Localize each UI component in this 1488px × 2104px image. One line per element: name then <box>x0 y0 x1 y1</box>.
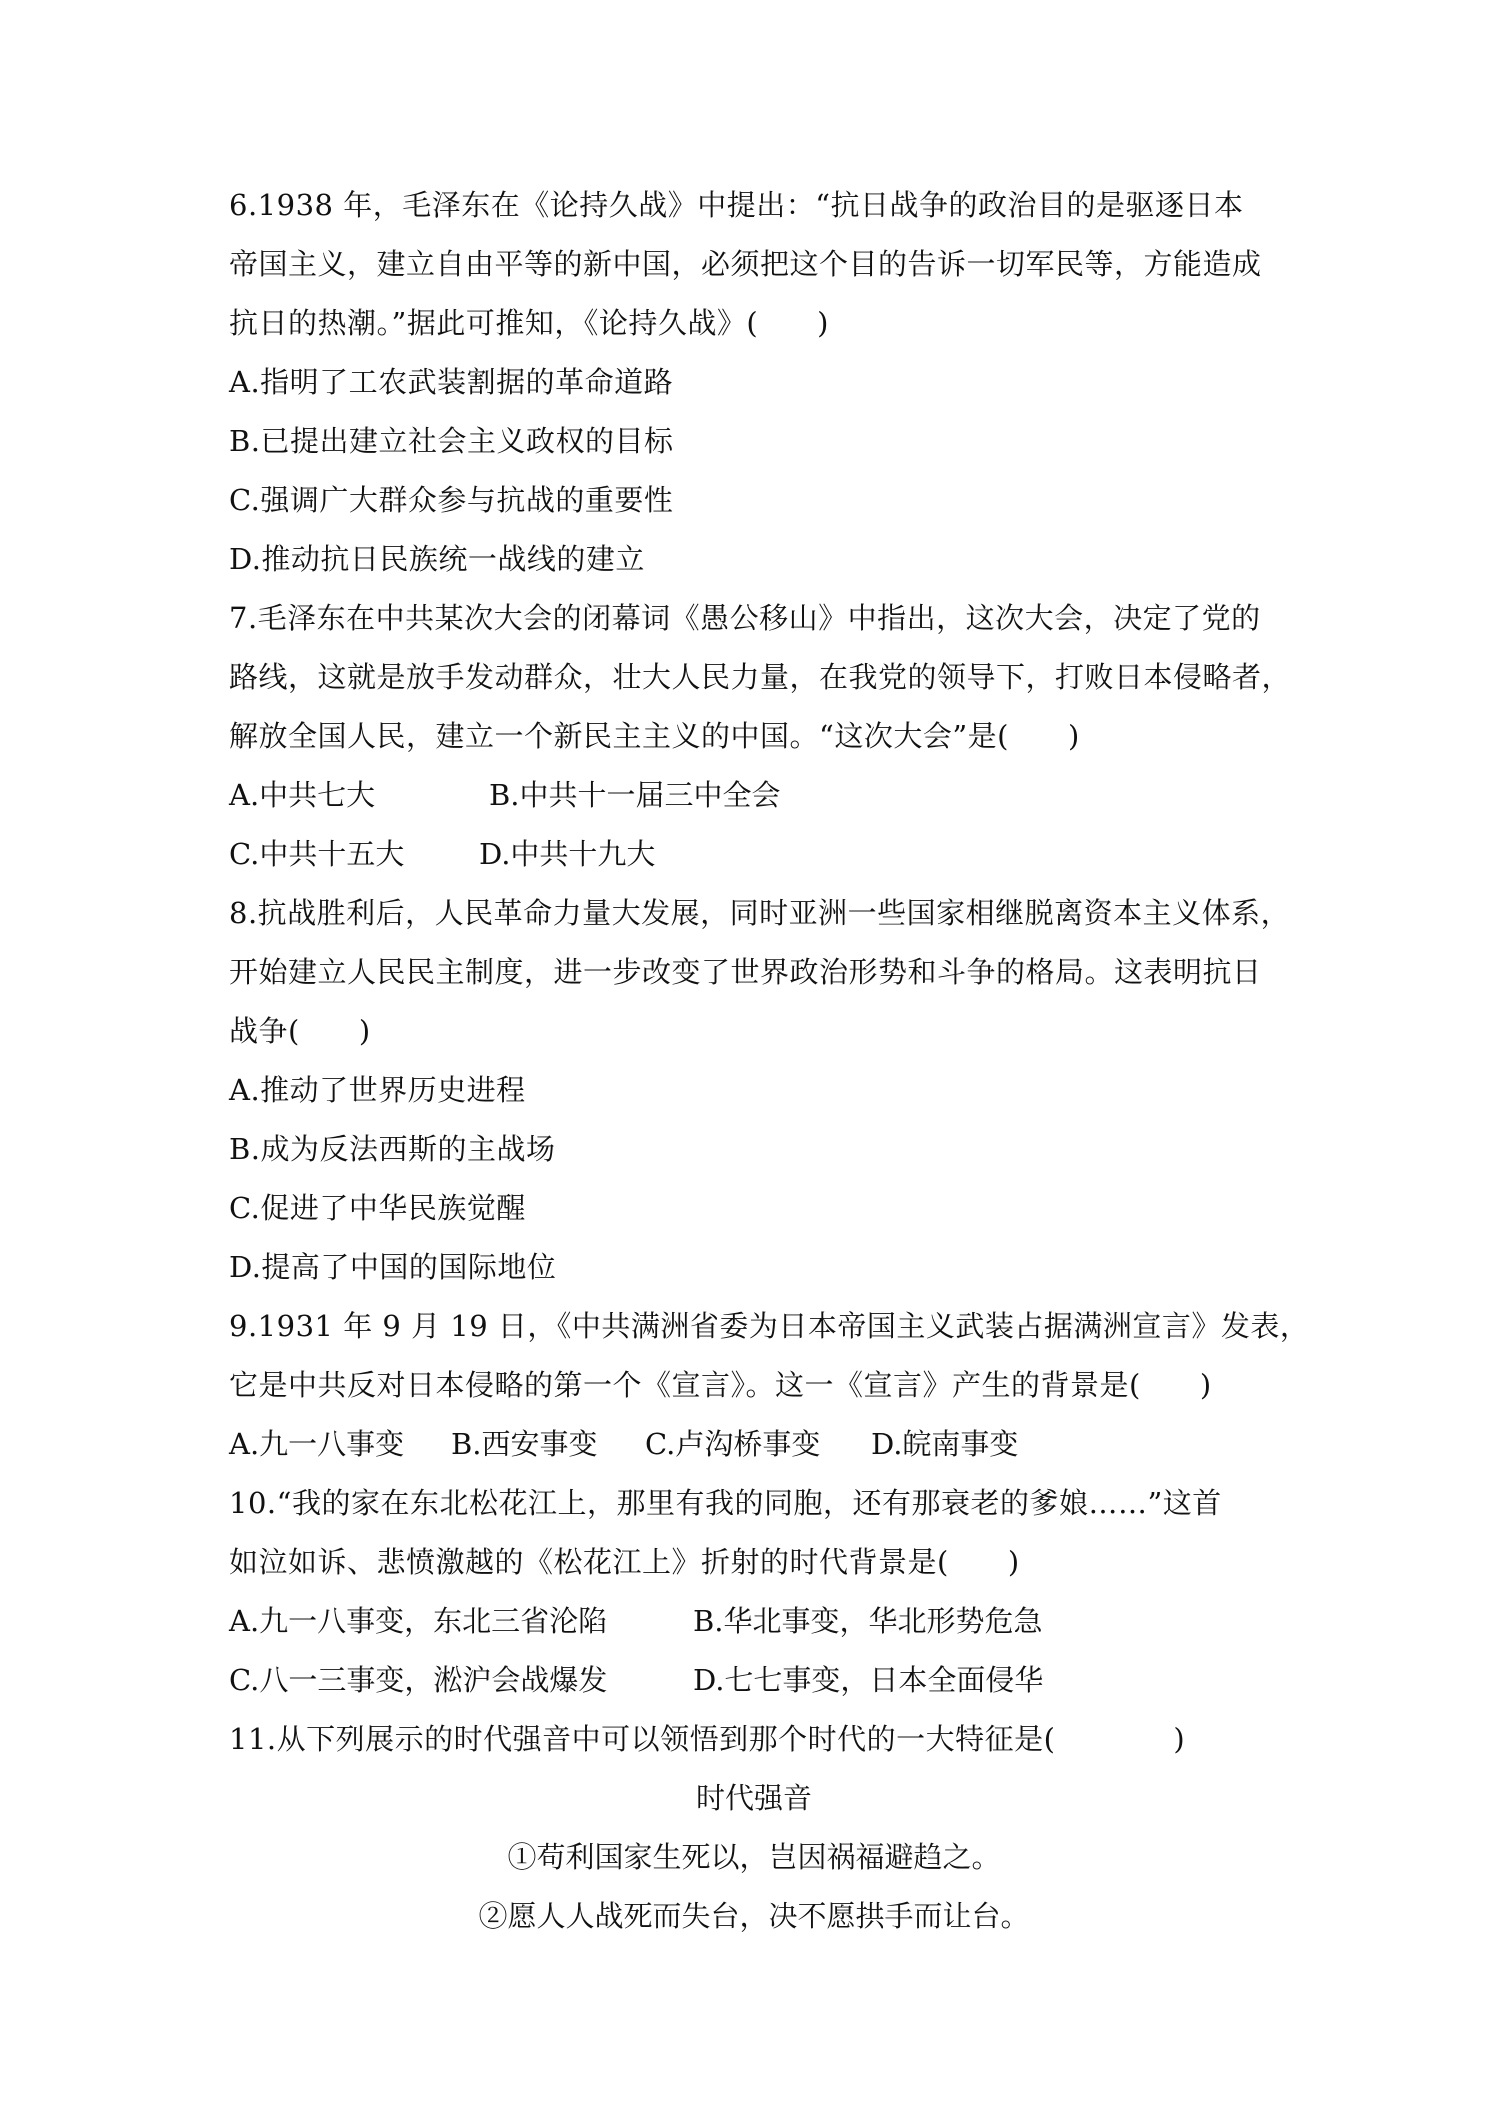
question-stem-line: 11.从下列展示的时代强音中可以领悟到那个时代的一大特征是( ) <box>229 1722 1186 1756</box>
question-6 <box>229 176 1279 589</box>
question-stem-line: 8.抗战胜利后，人民革命力量大发展，同时亚洲一些国家相继脱离资本主义体系， <box>229 896 1291 930</box>
exam-page <box>229 176 1310 1946</box>
question-10 <box>229 1474 1279 1710</box>
question-11 <box>229 1710 1279 1946</box>
option-a: A.九一八事变 <box>229 1427 405 1461</box>
option-b: B.西安事变 <box>451 1427 598 1461</box>
question-9 <box>229 1297 1310 1474</box>
options-row <box>229 1415 1279 1474</box>
question-stem-line: 7.毛泽东在中共某次大会的闭幕词《愚公移山》中指出，这次大会，决定了党的 <box>229 601 1261 635</box>
option-d: D.提高了中国的国际地位 <box>229 1250 557 1284</box>
quote-box-title: 时代强音 <box>695 1781 812 1815</box>
option-c: C.卢沟桥事变 <box>645 1427 821 1461</box>
options-row <box>229 1651 1279 1710</box>
option-d: D.皖南事变 <box>871 1427 1019 1461</box>
option-a: A.九一八事变，东北三省沦陷 <box>229 1604 608 1638</box>
option-c: C.中共十五大 <box>229 837 405 871</box>
option-a: A.指明了工农武装割据的革命道路 <box>229 365 674 399</box>
option-d: D.推动抗日民族统一战线的建立 <box>229 542 645 576</box>
quote-line: ①苟利国家生死以，岂因祸福避趋之。 <box>507 1840 1001 1874</box>
question-stem-line: 开始建立人民民主制度，进一步改变了世界政治形势和斗争的格局。这表明抗日 <box>229 955 1262 989</box>
quote-line: ②愿人人战死而失台，决不愿拱手而让台。 <box>478 1899 1030 1933</box>
option-a: A.中共七大 <box>229 778 376 812</box>
option-c: C.强调广大群众参与抗战的重要性 <box>229 483 674 517</box>
option-b: B.已提出建立社会主义政权的目标 <box>229 424 674 458</box>
question-stem-line: 帝国主义，建立自由平等的新中国，必须把这个目的告诉一切军民等，方能造成 <box>229 247 1262 281</box>
question-stem-line: 解放全国人民，建立一个新民主主义的中国。“这次大会”是( ) <box>229 719 1080 753</box>
option-b: B.华北事变，华北形势危急 <box>693 1604 1043 1638</box>
question-8 <box>229 884 1291 1297</box>
question-stem-line: 10.“我的家在东北松花江上，那里有我的同胞，还有那衰老的爹娘……”这首 <box>229 1486 1222 1520</box>
options-row <box>229 766 1279 825</box>
option-d: D.中共十九大 <box>479 837 656 871</box>
question-7 <box>229 589 1292 884</box>
option-c: C.促进了中华民族觉醒 <box>229 1191 526 1225</box>
option-b: B.成为反法西斯的主战场 <box>229 1132 556 1166</box>
option-d: D.七七事变，日本全面侵华 <box>693 1663 1044 1697</box>
question-stem-line: 9.1931 年 9 月 19 日，《中共满洲省委为日本帝国主义武装占据满洲宣言》发表， <box>229 1309 1310 1343</box>
question-stem-line: 战争( ) <box>229 1014 371 1048</box>
question-stem-line: 抗日的热潮。”据此可推知，《论持久战》( ) <box>229 306 829 340</box>
option-c: C.八一三事变，淞沪会战爆发 <box>229 1663 608 1697</box>
question-stem-line: 如泣如诉、悲愤激越的《松花江上》折射的时代背景是( ) <box>229 1545 1020 1579</box>
options-row <box>229 825 1279 884</box>
option-a: A.推动了世界历史进程 <box>229 1073 526 1107</box>
question-stem-line: 它是中共反对日本侵略的第一个《宣言》。这一《宣言》产生的背景是( ) <box>229 1368 1212 1402</box>
question-stem-line: 6.1938 年，毛泽东在《论持久战》中提出：“抗日战争的政治目的是驱逐日本 <box>229 188 1244 222</box>
options-row <box>229 1592 1279 1651</box>
option-b: B.中共十一届三中全会 <box>489 778 781 812</box>
question-stem-line: 路线，这就是放手发动群众，壮大人民力量，在我党的领导下，打败日本侵略者， <box>229 660 1292 694</box>
